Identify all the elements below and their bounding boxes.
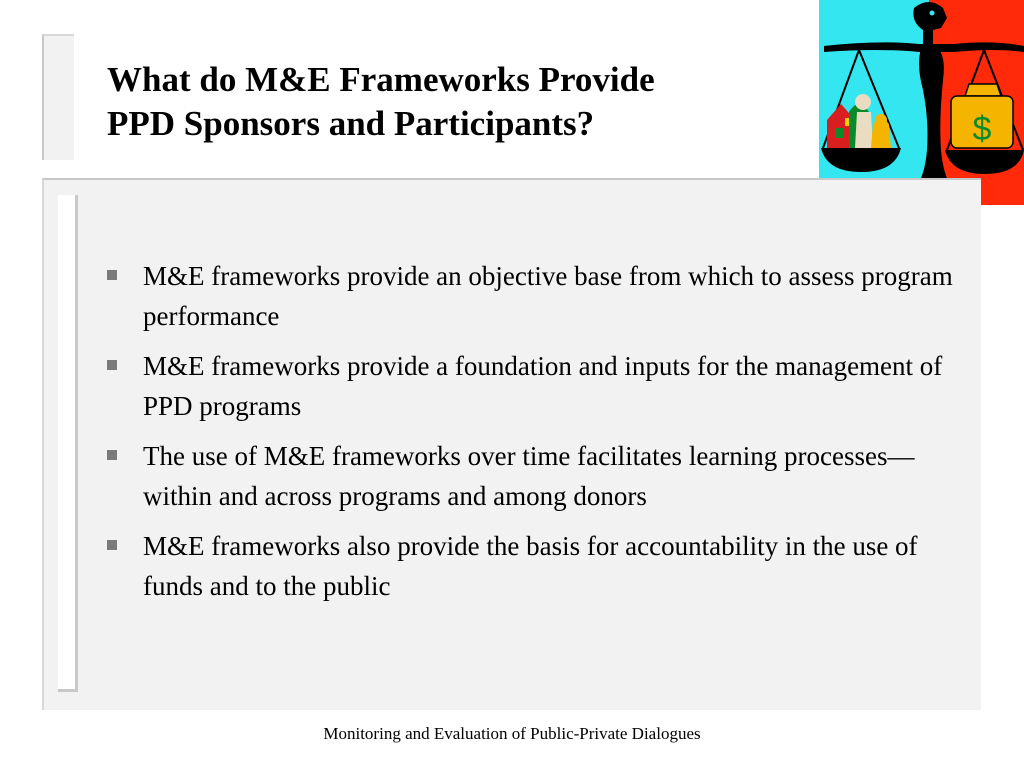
bullet-item xyxy=(105,346,965,426)
bullet-item xyxy=(105,436,965,516)
square-bullet-icon xyxy=(107,450,117,460)
bullet-item xyxy=(105,256,965,336)
square-bullet-icon xyxy=(107,360,117,370)
title-line-1: What do M&E Frameworks Provide xyxy=(107,60,655,99)
title-accent-bar xyxy=(42,34,74,160)
bullet-text: The use of M&E frameworks over time facilitates learning processes—within and across programs and among donors xyxy=(143,441,915,511)
slide-footer: Monitoring and Evaluation of Public-Private Dialogues xyxy=(323,724,701,743)
content-accent-bar xyxy=(58,195,78,692)
bullet-list xyxy=(105,256,965,616)
money-bag-icon xyxy=(965,84,1001,96)
bullet-item xyxy=(105,526,965,606)
bullet-text: M&E frameworks provide an objective base from which to assess program performance xyxy=(143,261,953,331)
title-line-2: PPD Sponsors and Participants? xyxy=(107,104,595,143)
bullet-text: M&E frameworks provide a foundation and inputs for the management of PPD programs xyxy=(143,351,943,421)
clipart-left-background xyxy=(819,0,929,205)
dollar-sign: $ xyxy=(972,110,992,148)
square-bullet-icon xyxy=(107,270,117,280)
scales-of-justice-icon xyxy=(819,0,1024,205)
square-bullet-icon xyxy=(107,540,117,550)
bullet-text: M&E frameworks also provide the basis for accountability in the use of funds and to the public xyxy=(143,531,918,601)
slide-title xyxy=(107,58,787,146)
